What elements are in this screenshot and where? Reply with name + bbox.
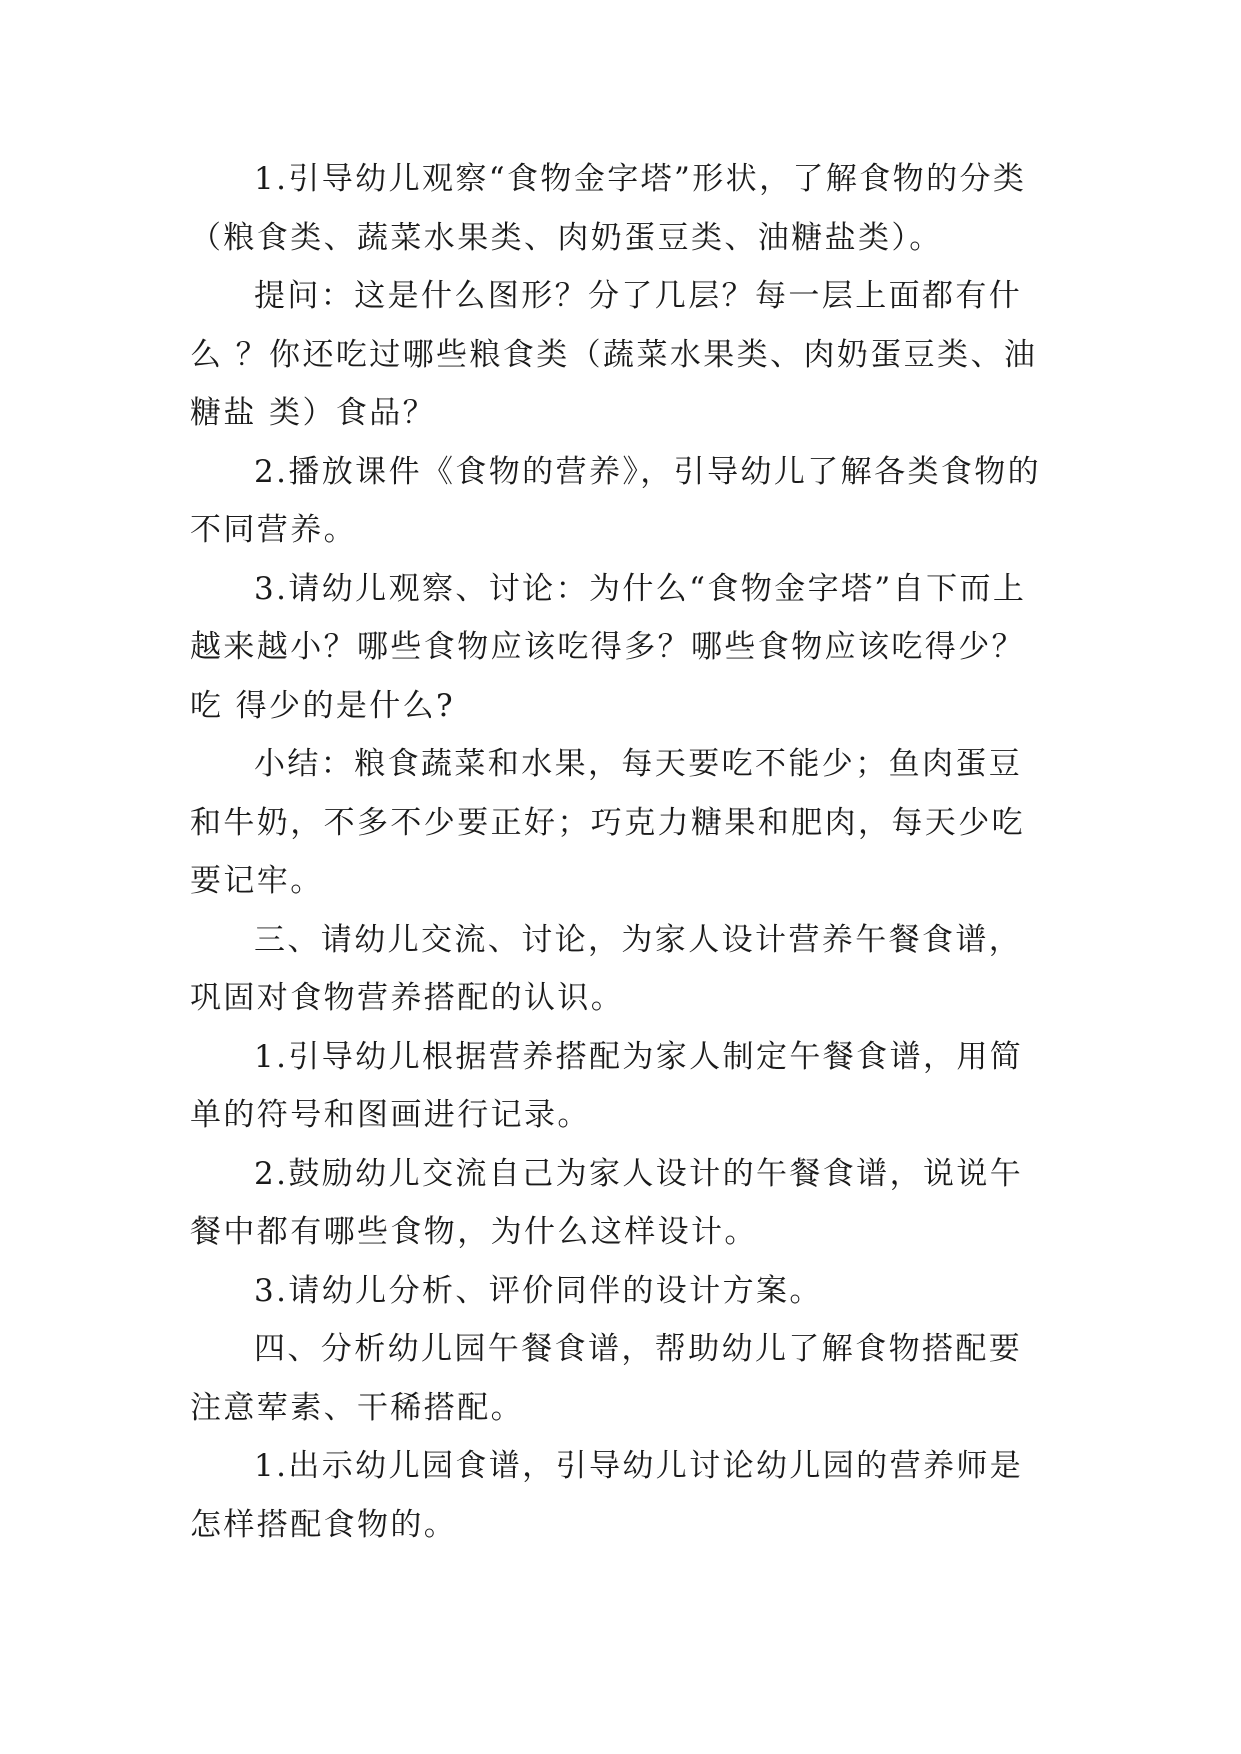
document-body <box>190 150 1050 1554</box>
paragraph: 提问：这是什么图形？分了几层？每一层上面都有什么 ？你还吃过哪些粮食类（蔬菜水果类、肉奶蛋豆类、油糖盐 类）食品？ <box>190 278 1038 431</box>
paragraph: 2.鼓励幼儿交流自己为家人设计的午餐食谱，说说午餐中都有哪些食物，为什么这样设计。 <box>190 1155 1024 1250</box>
paragraph: 1.出示幼儿园食谱，引导幼儿讨论幼儿园的营养师是怎样搭配食物的。 <box>190 1448 1024 1543</box>
paragraph: 1.引导幼儿观察“食物金字塔”形状，了解食物的分类（粮食类、蔬菜水果类、肉奶蛋豆类、油糖盐类）。 <box>190 161 1027 256</box>
paragraph: 小结：粮食蔬菜和水果，每天要吃不能少；鱼肉蛋豆和牛奶，不多不少要正好；巧克力糖果和肥肉，每天少吃要记牢。 <box>190 746 1025 899</box>
paragraph: 3.请幼儿观察、讨论：为什么“食物金字塔”自下而上越来越小？哪些食物应该吃得多？哪些食物应该吃得少？吃 得少的是什么? <box>190 570 1027 724</box>
paragraph: 2.播放课件《食物的营养》，引导幼儿了解各类食物的不同营养。 <box>190 453 1042 548</box>
section-heading-paragraph: 四、分析幼儿园午餐食谱，帮助幼儿了解食物搭配要注意荤素、干稀搭配。 <box>190 1331 1023 1426</box>
paragraph: 3.请幼儿分析、评价同伴的设计方案。 <box>254 1272 823 1309</box>
section-heading-paragraph: 三、请幼儿交流、讨论，为家人设计营养午餐食谱，巩固对食物营养搭配的认识。 <box>190 921 1023 1016</box>
paragraph: 1.引导幼儿根据营养搭配为家人制定午餐食谱，用简单的符号和图画进行记录。 <box>190 1038 1024 1133</box>
